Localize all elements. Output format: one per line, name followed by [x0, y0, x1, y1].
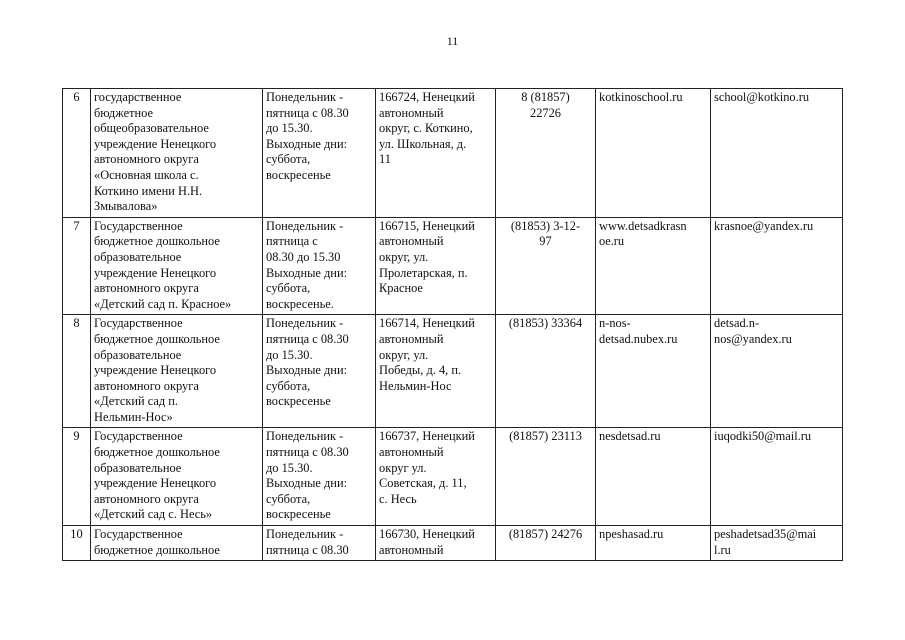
phone-cell: [496, 526, 596, 561]
phone-cell: [496, 217, 596, 315]
institution-name-line: автономного округа: [94, 281, 199, 296]
working-hours-line: воскресенье: [266, 507, 331, 522]
working-hours-line: Выходные дни:: [266, 363, 348, 378]
email-line: peshadetsad35@mai: [714, 527, 817, 542]
address-line: округ, с. Коткино,: [379, 121, 473, 136]
working-hours-line: суббота,: [266, 491, 311, 506]
email-cell: [711, 89, 843, 218]
working-hours-line: воскресенье: [266, 394, 331, 409]
address-line: округ ул.: [379, 460, 427, 475]
email-cell: [711, 315, 843, 428]
working-hours-line: воскресенье: [266, 167, 331, 182]
working-hours-line: 08.30 до 15.30: [266, 249, 341, 264]
website-cell: [596, 217, 711, 315]
address-line: 11: [379, 152, 391, 167]
row-number-cell: [63, 89, 91, 218]
address-line: 166715, Ненецкий: [379, 218, 475, 233]
address-cell: [376, 428, 496, 526]
working-hours-line: до 15.30.: [266, 460, 313, 475]
institution-name-line: Государственное: [94, 429, 183, 444]
website-cell: [596, 315, 711, 428]
institution-name-line: Государственное: [94, 218, 183, 233]
working-hours-line: пятница с 08.30: [266, 105, 349, 120]
table-row: [63, 89, 843, 218]
website-line: kotkinoschool.ru: [599, 90, 683, 104]
working-hours-line: пятница с: [266, 234, 318, 249]
table-row: [63, 217, 843, 315]
email-line: school@kotkino.ru: [714, 90, 810, 104]
address-line: автономный: [379, 105, 444, 120]
working-hours-line: Выходные дни:: [266, 136, 348, 151]
address-line: с. Несь: [379, 491, 417, 506]
address-line: Пролетарская, п.: [379, 265, 468, 280]
address-line: Нельмин-Нос: [379, 378, 452, 393]
working-hours-line: Понедельник -: [266, 527, 344, 542]
institution-name-line: «Детский сад п.: [94, 394, 179, 409]
website-line: detsad.nubex.ru: [599, 331, 678, 346]
address-line: автономный: [379, 445, 444, 460]
email-line: krasnoe@yandex.ru: [714, 218, 814, 233]
institution-name-line: Змывалова»: [94, 199, 158, 214]
website-cell: [596, 89, 711, 218]
phone-line: (81853) 33364: [508, 316, 583, 331]
institution-name-line: учреждение Ненецкого: [94, 363, 217, 378]
address-cell: [376, 315, 496, 428]
website-line: nesdetsad.ru: [599, 429, 661, 444]
address-line: 166724, Ненецкий: [379, 90, 475, 104]
working-hours-line: суббота,: [266, 378, 311, 393]
working-hours-line: Понедельник -: [266, 429, 344, 444]
address-line: Красное: [379, 281, 423, 296]
phone-cell: [496, 428, 596, 526]
working-hours-cell: [263, 89, 376, 218]
institution-name-line: образовательное: [94, 460, 182, 475]
institution-name-line: «Основная школа с.: [94, 167, 199, 182]
institution-name-line: учреждение Ненецкого: [94, 476, 217, 491]
website-cell: [596, 428, 711, 526]
address-line: автономный: [379, 542, 444, 557]
address-line: округ, ул.: [379, 347, 429, 362]
institution-name-line: «Детский сад с. Несь»: [94, 507, 213, 522]
institution-name-line: образовательное: [94, 347, 182, 362]
address-cell: [376, 526, 496, 561]
institution-name-line: учреждение Ненецкого: [94, 265, 217, 280]
row-number-cell: [63, 315, 91, 428]
phone-line: (81853) 3-12-: [510, 218, 581, 233]
working-hours-line: Понедельник -: [266, 218, 344, 233]
address-line: Победы, д. 4, п.: [379, 363, 462, 378]
row-number-line: 7: [73, 218, 80, 233]
row-number-line: 9: [73, 429, 80, 444]
institution-name-line: бюджетное дошкольное: [94, 445, 220, 460]
working-hours-line: пятница с 08.30: [266, 331, 349, 346]
email-cell: [711, 428, 843, 526]
email-cell: [711, 526, 843, 561]
working-hours-line: воскресенье.: [266, 296, 334, 311]
page-number: 11: [446, 34, 459, 48]
institution-name-line: автономного округа: [94, 491, 199, 506]
institution-name-cell: [91, 428, 263, 526]
row-number-line: 6: [73, 90, 80, 104]
email-line: iuqodki50@mail.ru: [714, 429, 812, 444]
address-cell: [376, 89, 496, 218]
phone-line: 8 (81857): [521, 90, 570, 104]
phone-cell: [496, 89, 596, 218]
institution-name-line: автономного округа: [94, 152, 199, 167]
working-hours-line: суббота,: [266, 281, 311, 296]
institutions-table: [62, 88, 843, 561]
institution-name-cell: [91, 217, 263, 315]
institution-name-line: учреждение Ненецкого: [94, 136, 217, 151]
website-line: oe.ru: [599, 234, 625, 249]
address-line: Советская, д. 11,: [379, 476, 467, 491]
website-line: n-nos-: [599, 316, 631, 331]
working-hours-line: Понедельник -: [266, 316, 344, 331]
row-number-line: 10: [70, 527, 83, 542]
table-row: [63, 428, 843, 526]
email-line: detsad.n-: [714, 316, 760, 331]
phone-line: 22726: [530, 105, 561, 120]
email-line: nos@yandex.ru: [714, 331, 792, 346]
institution-name-line: Коткино имени Н.Н.: [94, 183, 203, 198]
working-hours-line: Понедельник -: [266, 90, 344, 104]
phone-line: 97: [539, 234, 552, 249]
row-number-cell: [63, 428, 91, 526]
website-line: www.detsadkrasn: [599, 218, 687, 233]
institution-name-line: Государственное: [94, 527, 183, 542]
working-hours-line: Выходные дни:: [266, 476, 348, 491]
institution-name-line: бюджетное: [94, 105, 154, 120]
working-hours-cell: [263, 526, 376, 561]
working-hours-cell: [263, 217, 376, 315]
address-cell: [376, 217, 496, 315]
institution-name-line: Нельмин-Нос»: [94, 409, 173, 424]
institution-name-line: образовательное: [94, 249, 182, 264]
working-hours-line: до 15.30.: [266, 121, 313, 136]
address-line: округ, ул.: [379, 249, 429, 264]
table-row: [63, 315, 843, 428]
working-hours-cell: [263, 428, 376, 526]
address-line: ул. Школьная, д.: [379, 136, 467, 151]
row-number-line: 8: [73, 316, 80, 331]
phone-line: (81857) 24276: [508, 527, 583, 542]
table-row: [63, 526, 843, 561]
website-line: npeshasad.ru: [599, 527, 664, 542]
row-number-cell: [63, 217, 91, 315]
address-line: автономный: [379, 331, 444, 346]
email-line: l.ru: [714, 542, 731, 557]
institution-name-line: бюджетное дошкольное: [94, 234, 220, 249]
phone-cell: [496, 315, 596, 428]
website-cell: [596, 526, 711, 561]
institution-name-line: общеобразовательное: [94, 121, 209, 136]
institution-name-cell: [91, 315, 263, 428]
address-line: 166737, Ненецкий: [379, 429, 475, 444]
institution-name-line: «Детский сад п. Красное»: [94, 296, 232, 311]
institution-name-line: государственное: [94, 90, 182, 104]
working-hours-line: пятница с 08.30: [266, 542, 349, 557]
institution-name-line: автономного округа: [94, 378, 199, 393]
institution-name-cell: [91, 526, 263, 561]
working-hours-line: до 15.30.: [266, 347, 313, 362]
address-line: 166714, Ненецкий: [379, 316, 475, 331]
working-hours-line: суббота,: [266, 152, 311, 167]
institution-name-cell: [91, 89, 263, 218]
working-hours-line: Выходные дни:: [266, 265, 348, 280]
institution-name-line: бюджетное дошкольное: [94, 542, 220, 557]
row-number-cell: [63, 526, 91, 561]
working-hours-line: пятница с 08.30: [266, 445, 349, 460]
email-cell: [711, 217, 843, 315]
institution-name-line: Государственное: [94, 316, 183, 331]
phone-line: (81857) 23113: [509, 429, 582, 444]
working-hours-cell: [263, 315, 376, 428]
institution-name-line: бюджетное дошкольное: [94, 331, 220, 346]
address-line: 166730, Ненецкий: [379, 527, 475, 542]
address-line: автономный: [379, 234, 444, 249]
